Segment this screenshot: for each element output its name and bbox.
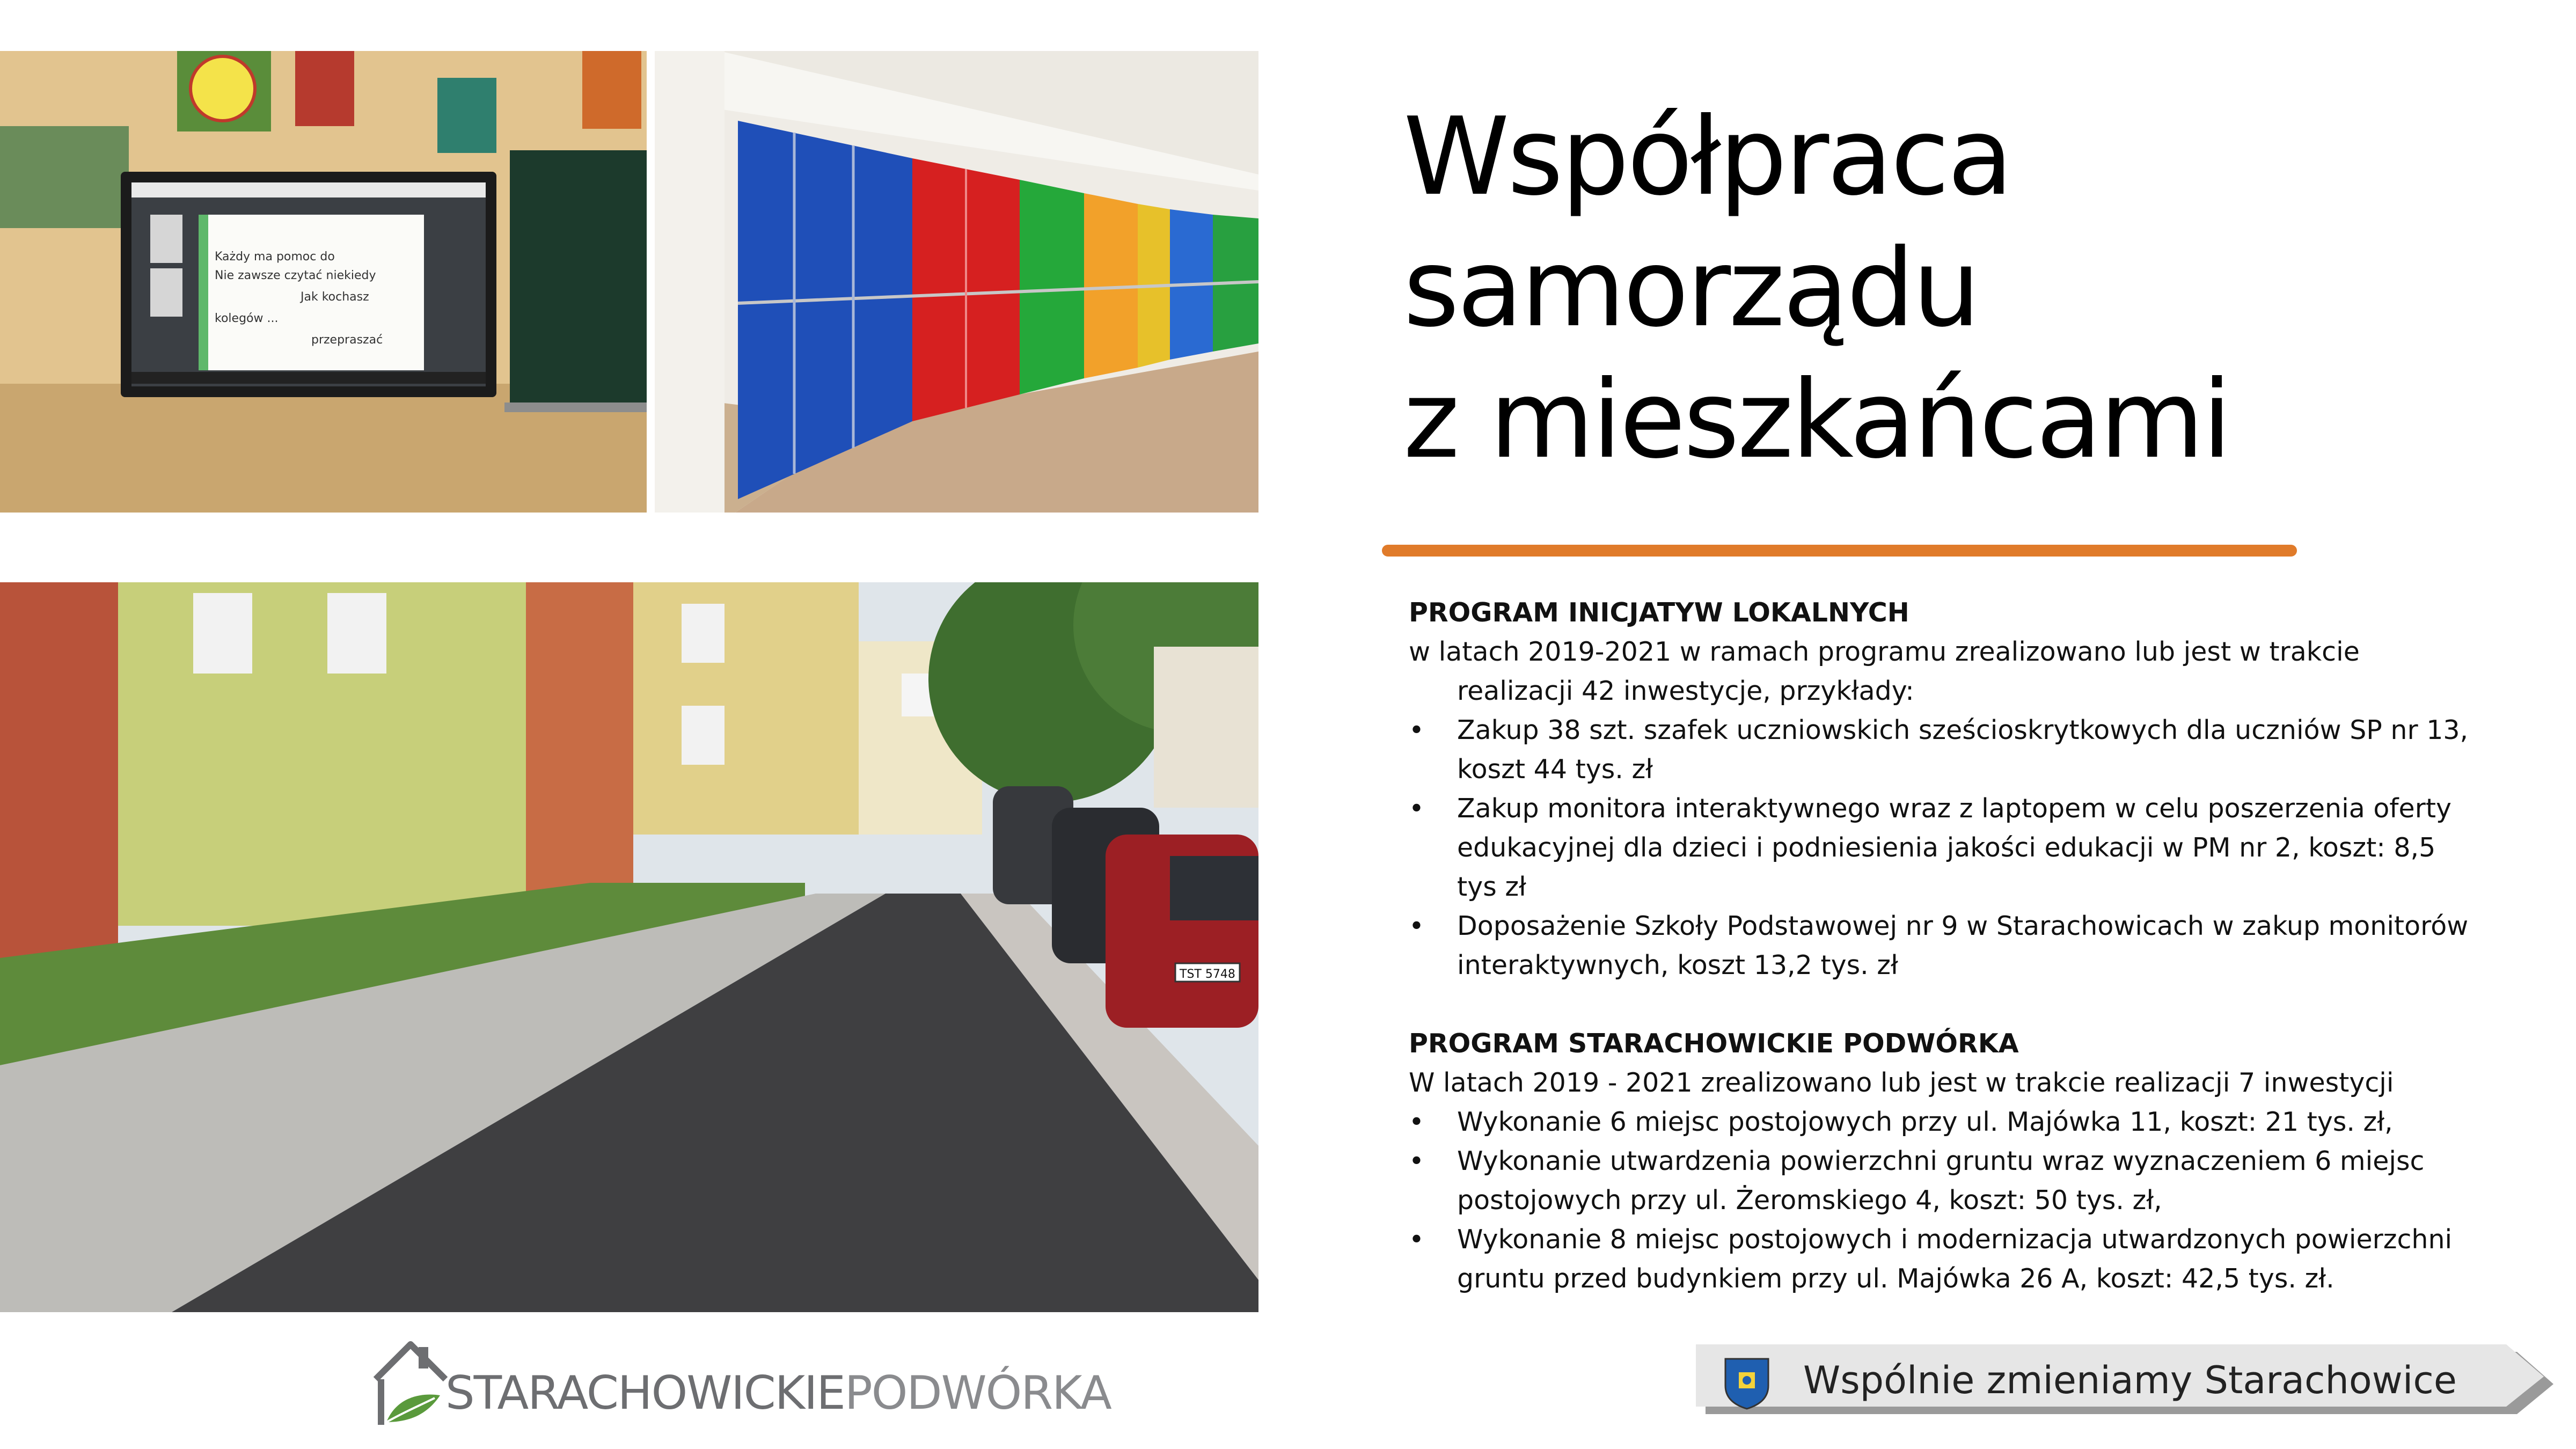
- monitor-text-line: kolegów ...: [215, 312, 279, 325]
- license-plate: TST 5748: [1180, 968, 1235, 981]
- list-item: • Wykonanie utwardzenia powierzchni gruntu wraz wyznaczeniem 6 miejsc postojowych przy ul. Żeromskiego 4, koszt: 50 tys. zł,: [1409, 1141, 2482, 1220]
- investment-list: [1409, 1102, 2482, 1298]
- school-lockers-photo: [655, 51, 1258, 513]
- house-leaf-icon: [365, 1331, 451, 1433]
- title-line: z mieszkańcami: [1403, 357, 2230, 482]
- courtyard-street-photo: [0, 582, 1258, 1312]
- monitor-text-line: Każdy ma pomoc do: [215, 250, 335, 264]
- footer-slogan: Wspólnie zmieniamy Starachowice: [1803, 1358, 2457, 1402]
- list-item: • Doposażenie Szkoły Podstawowej nr 9 w Starachowicach w zakup monitorów interaktywnych, koszt 13,2 tys. zł: [1409, 906, 2482, 985]
- list-item: • Zakup 38 szt. szafek uczniowskich sześcioskrytkowych dla uczniów SP nr 13, koszt 44 tys. zł: [1409, 711, 2482, 789]
- investment-list: [1409, 711, 2482, 985]
- list-item: • Wykonanie 6 miejsc postojowych przy ul. Majówka 11, koszt: 21 tys. zł,: [1409, 1102, 2482, 1141]
- title-line: Współpraca: [1403, 94, 2011, 219]
- logo-text-part: STARACHOWICKIE: [445, 1366, 845, 1420]
- starachowickie-podworka-logo: [365, 1331, 1111, 1433]
- classroom-monitor-photo: [0, 51, 647, 513]
- logo-wordmark: [445, 1366, 1111, 1420]
- accent-divider: [1382, 545, 2297, 557]
- list-item: • Wykonanie 8 miejsc postojowych i modernizacja utwardzonych powierzchni gruntu przed budynkiem przy ul. Majówka 26 A, koszt: 42,5 tys. zł.: [1409, 1220, 2482, 1298]
- monitor-text-line: przepraszać: [311, 333, 383, 347]
- monitor-text-line: Jak kochasz: [301, 290, 369, 304]
- slide-title: [1403, 91, 2423, 486]
- section-heading: PROGRAM STARACHOWICKIE PODWÓRKA: [1409, 1028, 2019, 1059]
- list-item: • Zakup monitora interaktywnego wraz z laptopem w celu poszerzenia oferty edukacyjnej dla dzieci i podniesienia jakości edukacji w PM nr 2, koszt: 8,5 tys zł: [1409, 789, 2482, 906]
- section-heading: PROGRAM INICJATYW LOKALNYCH: [1409, 597, 1909, 628]
- program-description: [1409, 593, 2482, 1298]
- footer-banner: [1696, 1344, 2555, 1414]
- section-intro: w latach 2019-2021 w ramach programu zrealizowano lub jest w trakcie realizacji 42 inwestycje, przykłady:: [1409, 636, 2360, 706]
- title-line: samorządu: [1403, 226, 1979, 351]
- monitor-text-line: Nie zawsze czytać niekiedy: [215, 269, 376, 282]
- logo-text-part: PODWÓRKA: [844, 1366, 1111, 1420]
- coat-of-arms-icon: [1723, 1356, 1771, 1410]
- section-intro: W latach 2019 - 2021 zrealizowano lub jest w trakcie realizacji 7 inwestycji: [1409, 1067, 2394, 1098]
